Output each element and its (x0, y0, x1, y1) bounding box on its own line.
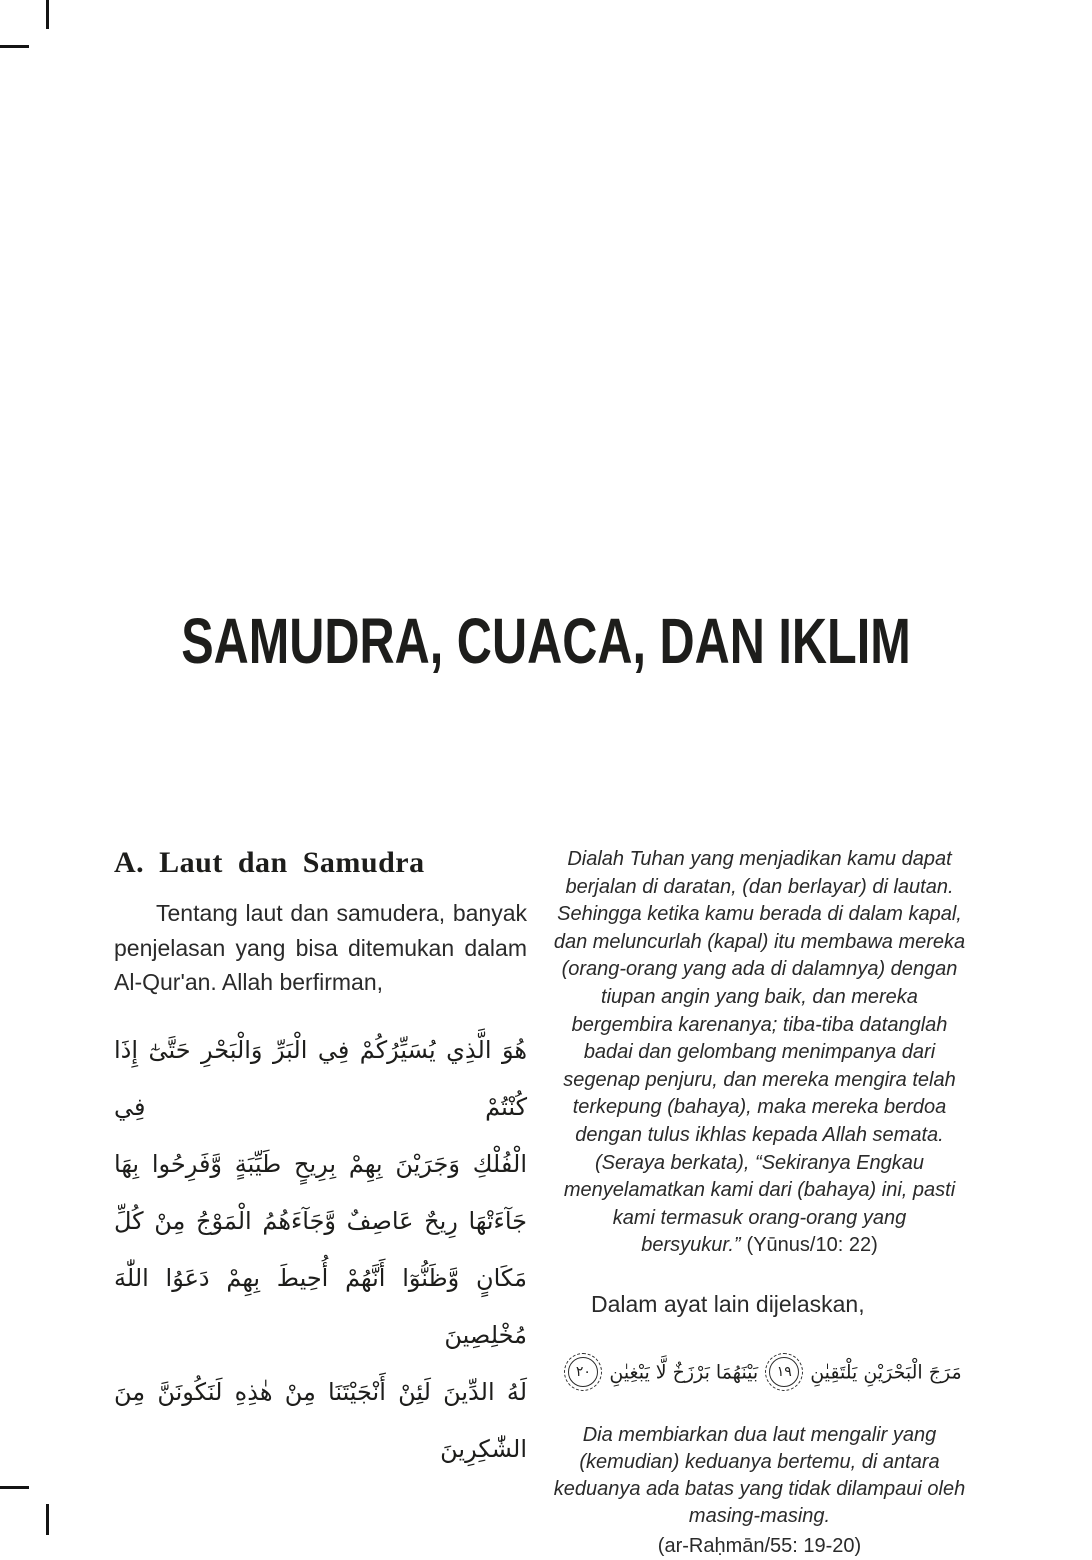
arabic-segment-20: بَيْنَهُمَا بَرْزَخٌ لَّا يَبْغِيٰنِ (609, 1361, 759, 1384)
verse-reference-yunus: (Yūnus/10: 22) (746, 1234, 878, 1257)
ayah-number-19: ١٩ (769, 1357, 799, 1387)
crop-mark-top-left-horizontal (0, 45, 29, 48)
arabic-segment-19: مَرَجَ الْبَحْرَيْنِ يَلْتَقِيٰنِ (810, 1361, 962, 1384)
arabic-line: الْفُلْكِ وَجَرَيْنَ بِهِمْ بِرِيحٍ طَيِّبَةٍ وَّفَرِحُوا بِهَا (114, 1149, 527, 1178)
two-column-layout (114, 846, 966, 1560)
translation-rahman-text: Dia membiarkan dua laut mengalir yang (kemudian) keduanya bertemu, di antara keduanya ada batas yang tidak dilampaui oleh masing-masing. (553, 1424, 966, 1528)
quran-arabic-rahman (553, 1346, 966, 1399)
crop-mark-bottom-left-horizontal (0, 1486, 29, 1489)
crop-mark-top-left-vertical (46, 0, 49, 29)
chapter-title (0, 606, 1092, 676)
arabic-line: جَآءَتْهَا رِيحٌ عَاصِفٌ وَّجَآءَهُمُ الْمَوْجُ مِنْ كُلِّ (114, 1206, 527, 1235)
translation-rahman (553, 1422, 966, 1560)
right-column (553, 846, 966, 1560)
arabic-line: لَهُ الدِّينَ لَئِنْ أَنْجَيْتَنَا مِنْ هٰذِهِ لَنَكُونَنَّ مِنَ (114, 1377, 527, 1406)
arabic-line: مَكَانٍ وَّظَنُّوٓا أَنَّهُمْ أُحِيطَ بِهِمْ دَعَوُا اللّٰهَ مُخْلِصِينَ (114, 1263, 527, 1349)
translation-yunus-text: Dialah Tuhan yang menjadikan kamu dapat berjalan di daratan, (dan berlayar) di lautan. Sehingga ketika kamu berada di dalam kapal, dan meluncurlah (kapal) itu membawa mereka (orang-orang yang ada di dalamnya) dengan tiupan angin yang baik, dan mereka bergembira karenanya; tiba-tiba datanglah badai dan gelombang menimpanya dari segenap penjuru, dan mereka mengira telah terkepung (bahaya), maka mereka berdoa dengan tulus ikhlas kepada Allah semata. (Seraya berkata), “Sekiranya Engkau menyelamatkan kami dari (bahaya) ini, pasti kami termasuk orang-orang yang bersyukur.” (553, 848, 966, 1257)
crop-mark-bottom-left-vertical (46, 1504, 49, 1535)
intro-paragraph: Tentang laut dan samudera, banyak penjelasan yang bisa ditemukan dalam Al-Qur'an. Allah berfirman, (114, 900, 527, 995)
ayah-marker-19-icon (765, 1353, 803, 1391)
ayah-number-20: ٢٠ (568, 1357, 598, 1387)
connector-paragraph: Dalam ayat lain dijelaskan, (591, 1290, 865, 1317)
arabic-line: هُوَ الَّذِي يُسَيِّرُكُمْ فِي الْبَرِّ وَالْبَحْرِ حَتَّىٰٓ إِذَا كُنْتُمْ فِي (114, 1035, 527, 1121)
translation-yunus (553, 846, 966, 1260)
section-heading: A. Laut dan Samudra (114, 846, 425, 879)
quran-arabic-yunus (114, 1022, 527, 1478)
chapter-title-text: SAMUDRA, CUACA, DAN IKLIM (181, 605, 911, 677)
verse-reference-rahman: (ar-Raḥmān/55: 19-20) (657, 1535, 862, 1558)
arabic-line: الشّٰكِرِينَ (440, 1434, 527, 1463)
left-column (114, 846, 527, 1560)
ayah-marker-20-icon (564, 1353, 602, 1391)
